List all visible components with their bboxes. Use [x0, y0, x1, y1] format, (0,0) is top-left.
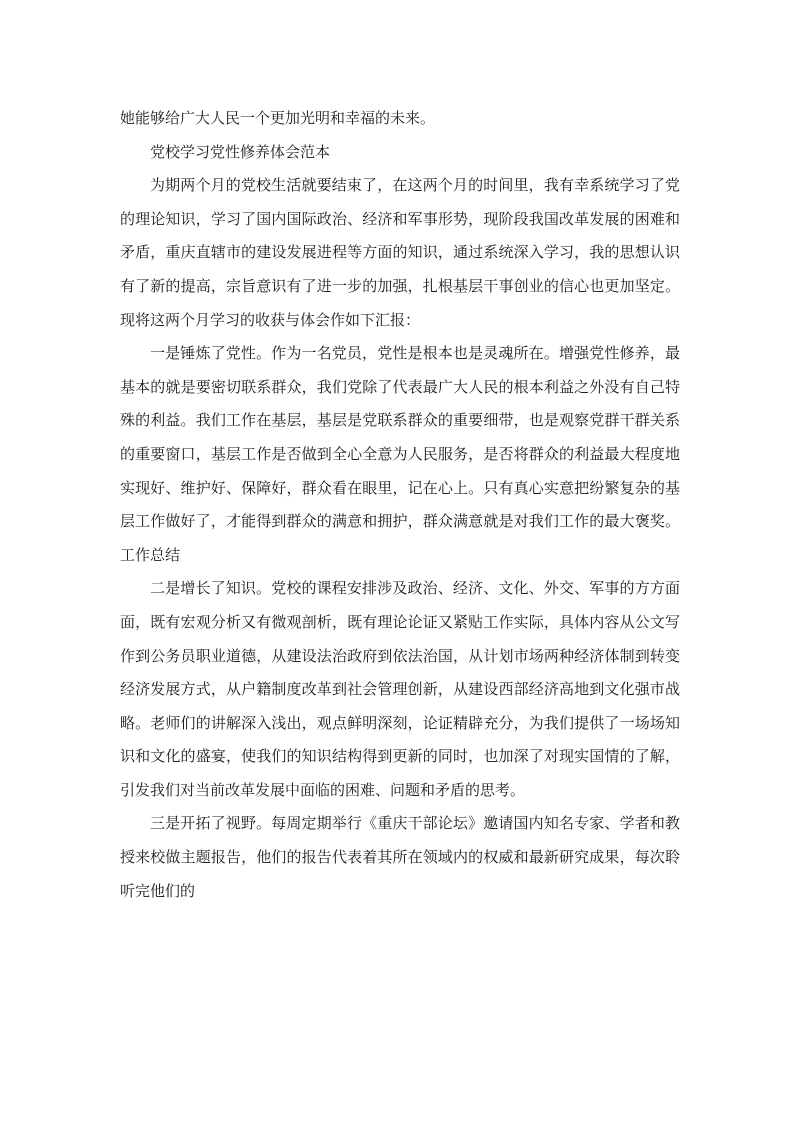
- paragraph-continuation: 她能够给广大人民一个更加光明和幸福的未来。: [120, 109, 436, 127]
- paragraph-intro: 为期两个月的党校生活就要结束了，在这两个月的时间里，我有幸系统学习了党的理论知识，学习了国内国际政治、经济和军事形势，现阶段我国改革发展的困难和矛盾，重庆直辖市的建设发展进程等方面的知识，通过系统深入学习，我的思想认识有了新的提高，宗旨意识有了进一步的加强，扎根基层干事创业的信心也更加坚定。现将这两个月学习的收获与体会作如下汇报：: [120, 176, 680, 329]
- paragraph-point-three: 三是开拓了视野。每周定期举行《重庆干部论坛》邀请国内知名专家、学者和教授来校做主题报告，他们的报告代表着其所在领域内的权威和最新研究成果，每次聆听完他们的: [120, 814, 680, 900]
- paragraph-point-one: 一是锤炼了党性。作为一名党员，党性是根本也是灵魂所在。增强党性修养，最基本的就是要密切联系群众，我们党除了代表最广大人民的根本利益之外没有自己特殊的利益。我们工作在基层，基层是党联系群众的重要细带，也是观察党群干群关系的重要窗口，基层工作是否做到全心全意为人民服务，是否将群众的利益最大程度地实现好、维护好、保障好，群众看在眼里，记在心上。只有真心实意把纷繁复杂的基层工作做好了，才能得到群众的满意和拥护，群众满意就是对我们工作的最大褒奖。工作总结: [120, 344, 680, 564]
- section-heading: 党校学习党性修养体会范本: [150, 142, 331, 161]
- paragraph-point-two: 二是增长了知识。党校的课程安排涉及政治、经济、文化、外交、军事的方方面面，既有宏观分析又有微观剖析，既有理论论证又紧贴工作实际，具体内容从公文写作到公务员职业道德，从建设法治政府到依法治国，从计划市场两种经济体制到转变经济发展方式，从户籍制度改革到社会管理创新，从建设西部经济高地到文化强市战略。老师们的讲解深入浅出，观点鲜明深刻，论证精辟充分，为我们提供了一场场知识和文化的盛宴，使我们的知识结构得到更新的同时，也加深了对现实国情的了解，引发我们对当前改革发展中面临的困难、问题和矛盾的思考。: [120, 579, 680, 799]
- document-body: [120, 102, 680, 908]
